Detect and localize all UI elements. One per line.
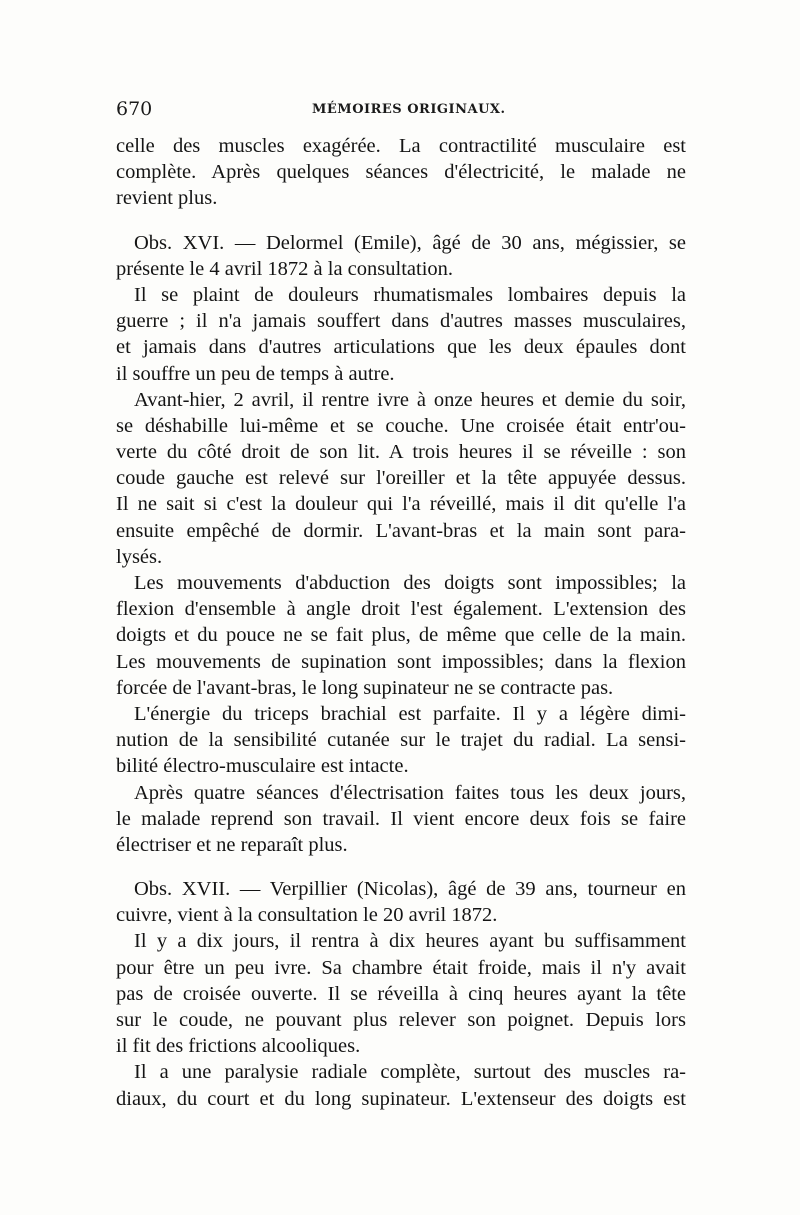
- text-line: coude gauche est relevé sur l'oreiller et la tête appuyée dessus.: [116, 467, 686, 490]
- text-line: il fit des frictions alcooliques.: [116, 1035, 361, 1058]
- text-line: lysés.: [116, 545, 163, 568]
- text-line: et jamais dans d'autres articulations que les deux épaules dont: [116, 336, 686, 359]
- text-line: diaux, du court et du long supinateur. L'extenseur des doigts est: [116, 1087, 686, 1110]
- text-line: Les mouvements de supination sont impossibles; dans la flexion: [116, 650, 686, 673]
- text-line: complète. Après quelques séances d'électricité, le malade ne: [116, 161, 686, 184]
- text-line: celle des muscles exagérée. La contractilité musculaire est: [116, 135, 686, 157]
- text-line: il souffre un peu de temps à autre.: [116, 362, 395, 385]
- text-line: Il ne sait si c'est la douleur qui l'a réveillé, mais il dit qu'elle l'a: [116, 493, 686, 516]
- text-line: sur le coude, ne pouvant plus relever son poignet. Depuis lors: [116, 1009, 686, 1031]
- page-header: [116, 98, 686, 122]
- text-line: forcée de l'avant-bras, le long supinateur ne se contracte pas.: [116, 676, 614, 699]
- text-line: bilité électro-musculaire est intacte.: [116, 755, 409, 778]
- text-line: Après quatre séances d'électrisation faites tous les deux jours,: [134, 781, 686, 804]
- text-line: Les mouvements d'abduction des doigts sont impossibles; la: [134, 572, 686, 594]
- text-line: Il se plaint de douleurs rhumatismales lombaires depuis la: [134, 283, 686, 306]
- paragraph-gap: [116, 212, 686, 230]
- text-line: Il a une paralysie radiale complète, surtout des muscles ra-: [134, 1061, 686, 1084]
- text-line: doigts et du pouce ne se fait plus, de même que celle de la main.: [116, 624, 686, 647]
- page-number: 670: [116, 98, 153, 120]
- text-line: se déshabille lui-même et se couche. Une croisée était entr'ou-: [116, 414, 686, 437]
- text-line: guerre ; il n'a jamais souffert dans d'autres masses musculaires,: [116, 310, 686, 333]
- text-line: le malade reprend son travail. Il vient encore deux fois se faire: [116, 807, 686, 830]
- running-title: MÉMOIRES ORIGINAUX.: [312, 102, 506, 117]
- text-line: présente le 4 avril 1872 à la consultation.: [116, 257, 454, 280]
- body-text: [116, 133, 686, 1112]
- text-line: pas de croisée ouverte. Il se réveilla à cinq heures ayant la tête: [116, 982, 686, 1005]
- text-line: Il y a dix jours, il rentra à dix heures ayant bu suffisamment: [134, 930, 686, 953]
- text-line: Avant-hier, 2 avril, il rentre ivre à onze heures et demie du soir,: [134, 388, 686, 411]
- text-line: verte du côté droit de son lit. A trois heures il se réveille : son: [116, 441, 686, 464]
- observation-heading-line: Obs. XVII. — Verpillier (Nicolas), âgé de 39 ans, tourneur en: [134, 878, 686, 901]
- text-line: flexion d'ensemble à angle droit l'est également. L'extension des: [116, 598, 686, 621]
- observation-heading-line: Obs. XVI. — Delormel (Emile), âgé de 30 ans, mégissier, se: [134, 231, 686, 254]
- text-line: cuivre, vient à la consultation le 20 avril 1872.: [116, 904, 498, 927]
- text-line: pour être un peu ivre. Sa chambre était froide, mais il n'y avait: [116, 956, 686, 979]
- paragraph-gap: [116, 858, 686, 876]
- text-line: électriser et ne reparaît plus.: [116, 833, 348, 856]
- text-line: revient plus.: [116, 187, 218, 210]
- text-line: L'énergie du triceps brachial est parfaite. Il y a légère dimi-: [134, 702, 686, 725]
- text-line: ensuite empêché de dormir. L'avant-bras et la main sont para-: [116, 519, 686, 542]
- text-line: nution de la sensibilité cutanée sur le trajet du radial. La sensi-: [116, 729, 686, 752]
